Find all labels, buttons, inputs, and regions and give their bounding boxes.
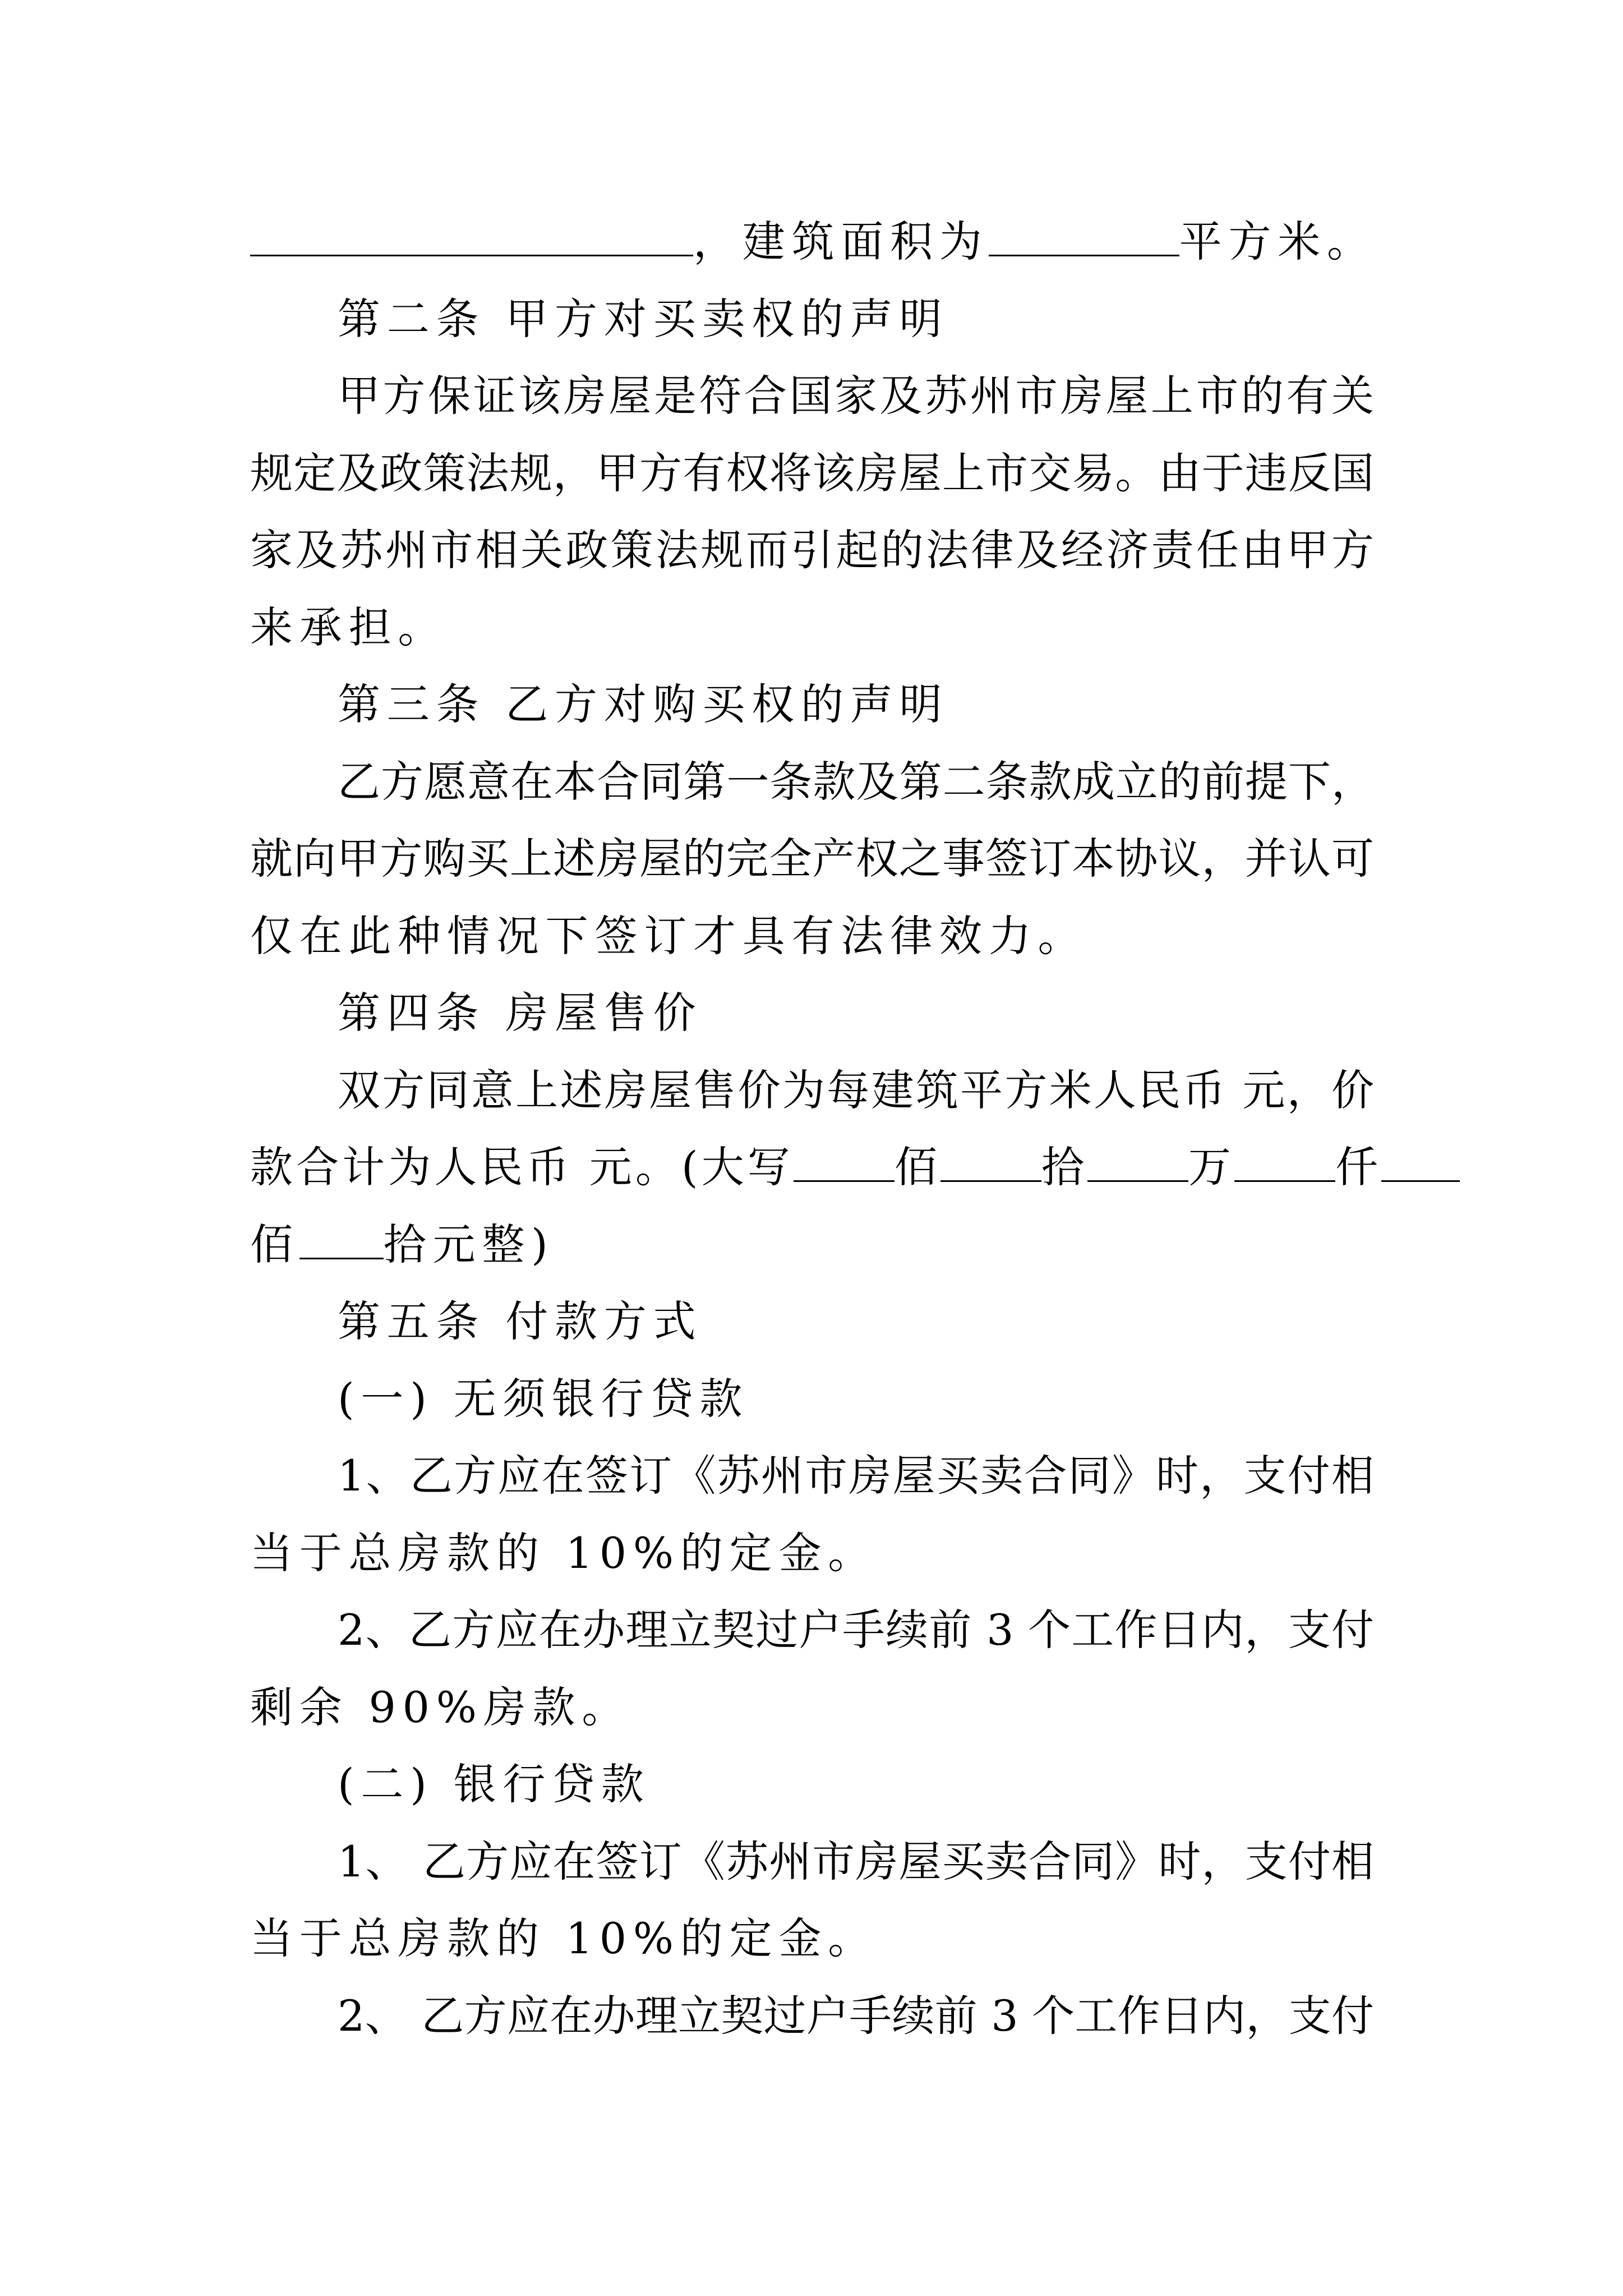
blank: [940, 1144, 1041, 1182]
area-label: ，建筑面积为: [693, 217, 989, 266]
address-blank: [250, 218, 693, 256]
area-blank: [989, 218, 1179, 256]
paragraph-line: 甲方保证该房屋是符合国家及苏州市房屋上市的有关: [338, 371, 1374, 421]
unit-word: 佰: [250, 1220, 299, 1269]
paragraph-line: 剩余 90%房款。: [250, 1682, 631, 1732]
blank: [1381, 1144, 1460, 1182]
paragraph-line: 2、乙方应在办理立契过户手续前 3 个工作日内，支付: [338, 1605, 1374, 1655]
unit-word: 拾元整): [383, 1220, 555, 1269]
article-2-title: 第二条 甲方对买卖权的声明: [338, 294, 949, 344]
paragraph-line: 规定及政策法规，甲方有权将该房屋上市交易。由于违反国: [250, 448, 1374, 498]
section-heading: (二) 银行贷款: [338, 1759, 651, 1809]
paragraph-line: 家及苏州市相关政策法规而引起的法律及经济责任由甲方: [250, 525, 1374, 575]
area-line: [250, 214, 1374, 270]
article-3-title: 第三条 乙方对购买权的声明: [338, 679, 949, 729]
blank: [1087, 1144, 1188, 1182]
unit-word: 万: [1188, 1142, 1235, 1192]
paragraph-line: 1、乙方应在签订《苏州市房屋买卖合同》时，支付相: [338, 1451, 1374, 1501]
blank: [299, 1221, 384, 1259]
paragraph-line: 仅在此种情况下签订才具有法律效力。: [250, 911, 1087, 961]
paragraph-line: 2、 乙方应在办理立契过户手续前 3 个工作日内，支付: [338, 1991, 1374, 2041]
paragraph-line: 当于总房款的 10%的定金。: [250, 1913, 877, 1963]
article-4-title: 第四条 房屋售价: [338, 988, 703, 1038]
paragraph-line: 就向甲方购买上述房屋的完全产权之事签订本协议，并认可: [250, 834, 1374, 884]
unit-word: 仟: [1335, 1142, 1382, 1192]
area-unit: 平方米。: [1179, 217, 1376, 266]
paragraph-line: 1、 乙方应在签订《苏州市房屋买卖合同》时，支付相: [338, 1837, 1374, 1887]
price-words-line: [250, 1217, 1374, 1273]
price-total-label: 款合计为人民币 元。(大写: [250, 1142, 794, 1192]
blank: [1234, 1144, 1335, 1182]
paragraph-line: 乙方愿意在本合同第一条款及第二条款成立的前提下，: [338, 757, 1374, 807]
paragraph-line: 当于总房款的 10%的定金。: [250, 1528, 877, 1578]
unit-word: 佰: [894, 1142, 940, 1192]
paragraph-line: 双方同意上述房屋售价为每建筑平方米人民币 元，价: [338, 1065, 1374, 1115]
article-5-title: 第五条 付款方式: [338, 1296, 703, 1346]
price-words-line: [250, 1139, 1382, 1195]
unit-word: 拾: [1041, 1142, 1088, 1192]
paragraph-line: 来承担。: [250, 602, 448, 652]
blank: [794, 1144, 895, 1182]
section-heading: (一) 无须银行贷款: [338, 1374, 749, 1424]
